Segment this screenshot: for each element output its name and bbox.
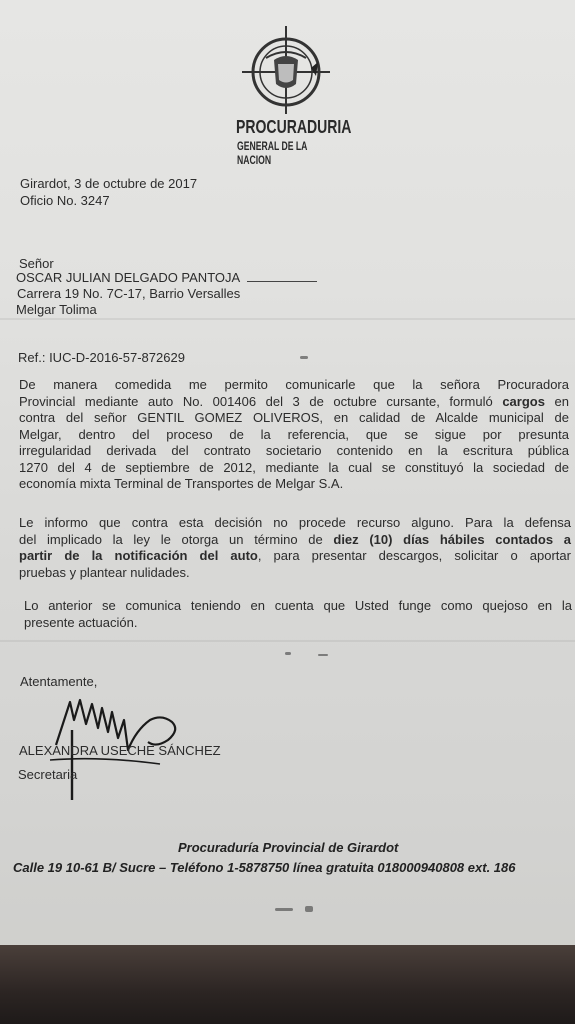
table-surface [0,945,575,1024]
paragraph-line: irregularidad derivada del contrato societario contenido en la escritura pública [19,443,569,458]
paragraph-2 [19,515,571,581]
paragraph-line: 1270 del 4 de septiembre de 2012, mediante la cual se constituyó la sociedad de [19,459,569,475]
paragraph-line: contra del señor GENTIL GOMEZ OLIVEROS, en calidad de Alcalde municipal de [19,410,569,425]
recipient-address: Carrera 19 No. 7C-17, Barrio Versalles [17,286,241,301]
recipient-city: Melgar Tolima [16,302,97,317]
paragraph-line: Provincial mediante auto No. 001406 del 3 de octubre cursante, formuló cargos en [19,393,569,409]
paragraph-line: Lo anterior se comunica teniendo en cuenta que Usted funge como quejoso en la [24,598,572,613]
recipient-salutation: Señor [19,256,54,271]
paragraph-line: partir de la notificación del auto, para presentar descargos, solicitar o aportar [19,548,571,563]
paragraph-line: presente actuación. [24,614,138,630]
paper-fold [0,640,575,642]
brand-name: PROCURADURIA [236,117,352,137]
paragraph-line: economía mixta Terminal de Transportes de Melgar S.A. [19,476,344,491]
ink-smudge [300,356,308,359]
place-date: Girardot, 3 de octubre de 2017 [20,176,198,191]
brand-subtitle: GENERAL DE LA NACION [237,139,308,167]
paragraph-3 [24,598,572,631]
paragraph-line: pruebas y plantear nulidades. [19,564,190,580]
name-underline [247,281,317,282]
paragraph-line: Le informo que contra esta decisión no procede recurso alguno. Para la defensa [19,515,571,530]
ink-smudge [275,908,293,911]
reference: Ref.: IUC-D-2016-57-872629 [18,350,185,365]
ink-smudge [318,654,328,656]
paragraph-line: del implicado la ley le otorga un término de diez (10) días hábiles contados a [19,531,571,547]
paragraph-1 [19,377,569,493]
paragraph-line: Melgar, dentro del proceso de la referencia, que se sigue por presunta [19,426,569,442]
office-number: Oficio No. 3247 [20,193,110,208]
footer-contact: Calle 19 10-61 B/ Sucre – Teléfono 1-5878750 línea gratuita 018000940808 ext. 186 [13,860,516,875]
paragraph-line: De manera comedida me permito comunicarle que la señora Procuradora [19,377,569,392]
signer-name: ALEXANDRA USECHE SÁNCHEZ [19,743,221,758]
closing-greeting: Atentamente, [20,674,98,689]
ink-smudge [305,906,313,912]
footer-office: Procuraduría Provincial de Girardot [178,840,399,855]
signer-title: Secretaria [18,767,78,782]
ink-smudge [285,652,291,655]
recipient-name: OSCAR JULIAN DELGADO PANTOJA [16,270,241,285]
paper-fold [0,318,575,320]
